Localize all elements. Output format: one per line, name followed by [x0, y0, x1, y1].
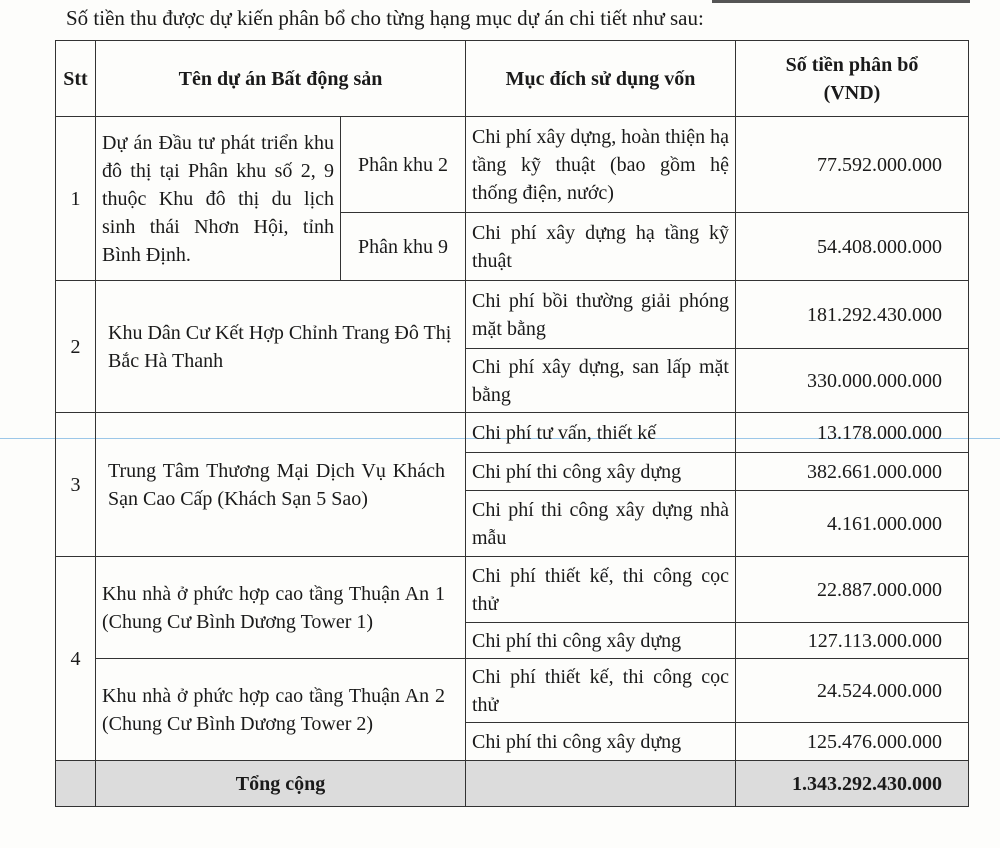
project-name-cell: Trung Tâm Thương Mại Dịch Vụ Khách Sạn Cao Cấp (Khách Sạn 5 Sao)	[96, 413, 466, 557]
table-row	[56, 659, 969, 723]
header-stt: Stt	[56, 41, 96, 117]
purpose-cell: Chi phí thi công xây dựng nhà mẫu	[466, 491, 736, 557]
amount-cell: 181.292.430.000	[736, 281, 969, 349]
amount-cell: 4.161.000.000	[736, 491, 969, 557]
zone-cell: Phân khu 9	[341, 213, 466, 281]
amount-cell: 13.178.000.000	[736, 413, 969, 453]
purpose-cell: Chi phí thiết kế, thi công cọc thử	[466, 557, 736, 623]
amount-cell: 54.408.000.000	[736, 213, 969, 281]
page-top-rule	[712, 0, 970, 3]
purpose-cell: Chi phí thi công xây dựng	[466, 453, 736, 491]
amount-cell: 22.887.000.000	[736, 557, 969, 623]
purpose-cell: Chi phí thi công xây dựng	[466, 623, 736, 659]
table-row	[56, 281, 969, 349]
purpose-cell: Chi phí xây dựng, san lấp mặt bằng	[466, 349, 736, 413]
table-row	[56, 413, 969, 453]
project-name-cell: Khu nhà ở phức hợp cao tầng Thuận An 2 (Chung Cư Bình Dương Tower 2)	[96, 659, 466, 761]
stt-cell: 2	[56, 281, 96, 413]
zone-cell: Phân khu 2	[341, 117, 466, 213]
project-name-cell: Khu Dân Cư Kết Hợp Chỉnh Trang Đô Thị Bắc Hà Thanh	[96, 281, 466, 413]
intro-paragraph: Số tiền thu được dự kiến phân bổ cho từng hạng mục dự án chi tiết như sau:	[66, 6, 704, 30]
total-amount: 1.343.292.430.000	[736, 761, 969, 807]
purpose-cell: Chi phí tư vấn, thiết kế	[466, 413, 736, 453]
stt-cell: 4	[56, 557, 96, 761]
table-row	[56, 557, 969, 623]
purpose-cell: Chi phí xây dựng, hoàn thiện hạ tầng kỹ thuật (bao gồm hệ thống điện, nước)	[466, 117, 736, 213]
stt-cell: 3	[56, 413, 96, 557]
purpose-cell: Chi phí thi công xây dựng	[466, 723, 736, 761]
project-name-cell: Dự án Đầu tư phát triển khu đô thị tại Phân khu số 2, 9 thuộc Khu đô thị du lịch sinh thái Nhơn Hội, tỉnh Bình Định.	[96, 117, 341, 281]
allocation-table	[55, 40, 969, 807]
total-row	[56, 761, 969, 807]
amount-cell: 77.592.000.000	[736, 117, 969, 213]
purpose-cell: Chi phí bồi thường giải phóng mặt bằng	[466, 281, 736, 349]
header-purpose: Mục đích sử dụng vốn	[466, 41, 736, 117]
header-amount: Số tiền phân bổ (VND)	[736, 41, 969, 117]
table-row	[56, 117, 969, 213]
amount-cell: 382.661.000.000	[736, 453, 969, 491]
project-name-cell: Khu nhà ở phức hợp cao tầng Thuận An 1 (Chung Cư Bình Dương Tower 1)	[96, 557, 466, 659]
amount-cell: 125.476.000.000	[736, 723, 969, 761]
purpose-cell: Chi phí xây dựng hạ tầng kỹ thuật	[466, 213, 736, 281]
amount-cell: 127.113.000.000	[736, 623, 969, 659]
amount-cell: 330.000.000.000	[736, 349, 969, 413]
stt-cell: 1	[56, 117, 96, 281]
header-row	[56, 41, 969, 117]
total-label: Tổng cộng	[96, 761, 466, 807]
header-project: Tên dự án Bất động sản	[96, 41, 466, 117]
purpose-cell: Chi phí thiết kế, thi công cọc thử	[466, 659, 736, 723]
amount-cell: 24.524.000.000	[736, 659, 969, 723]
